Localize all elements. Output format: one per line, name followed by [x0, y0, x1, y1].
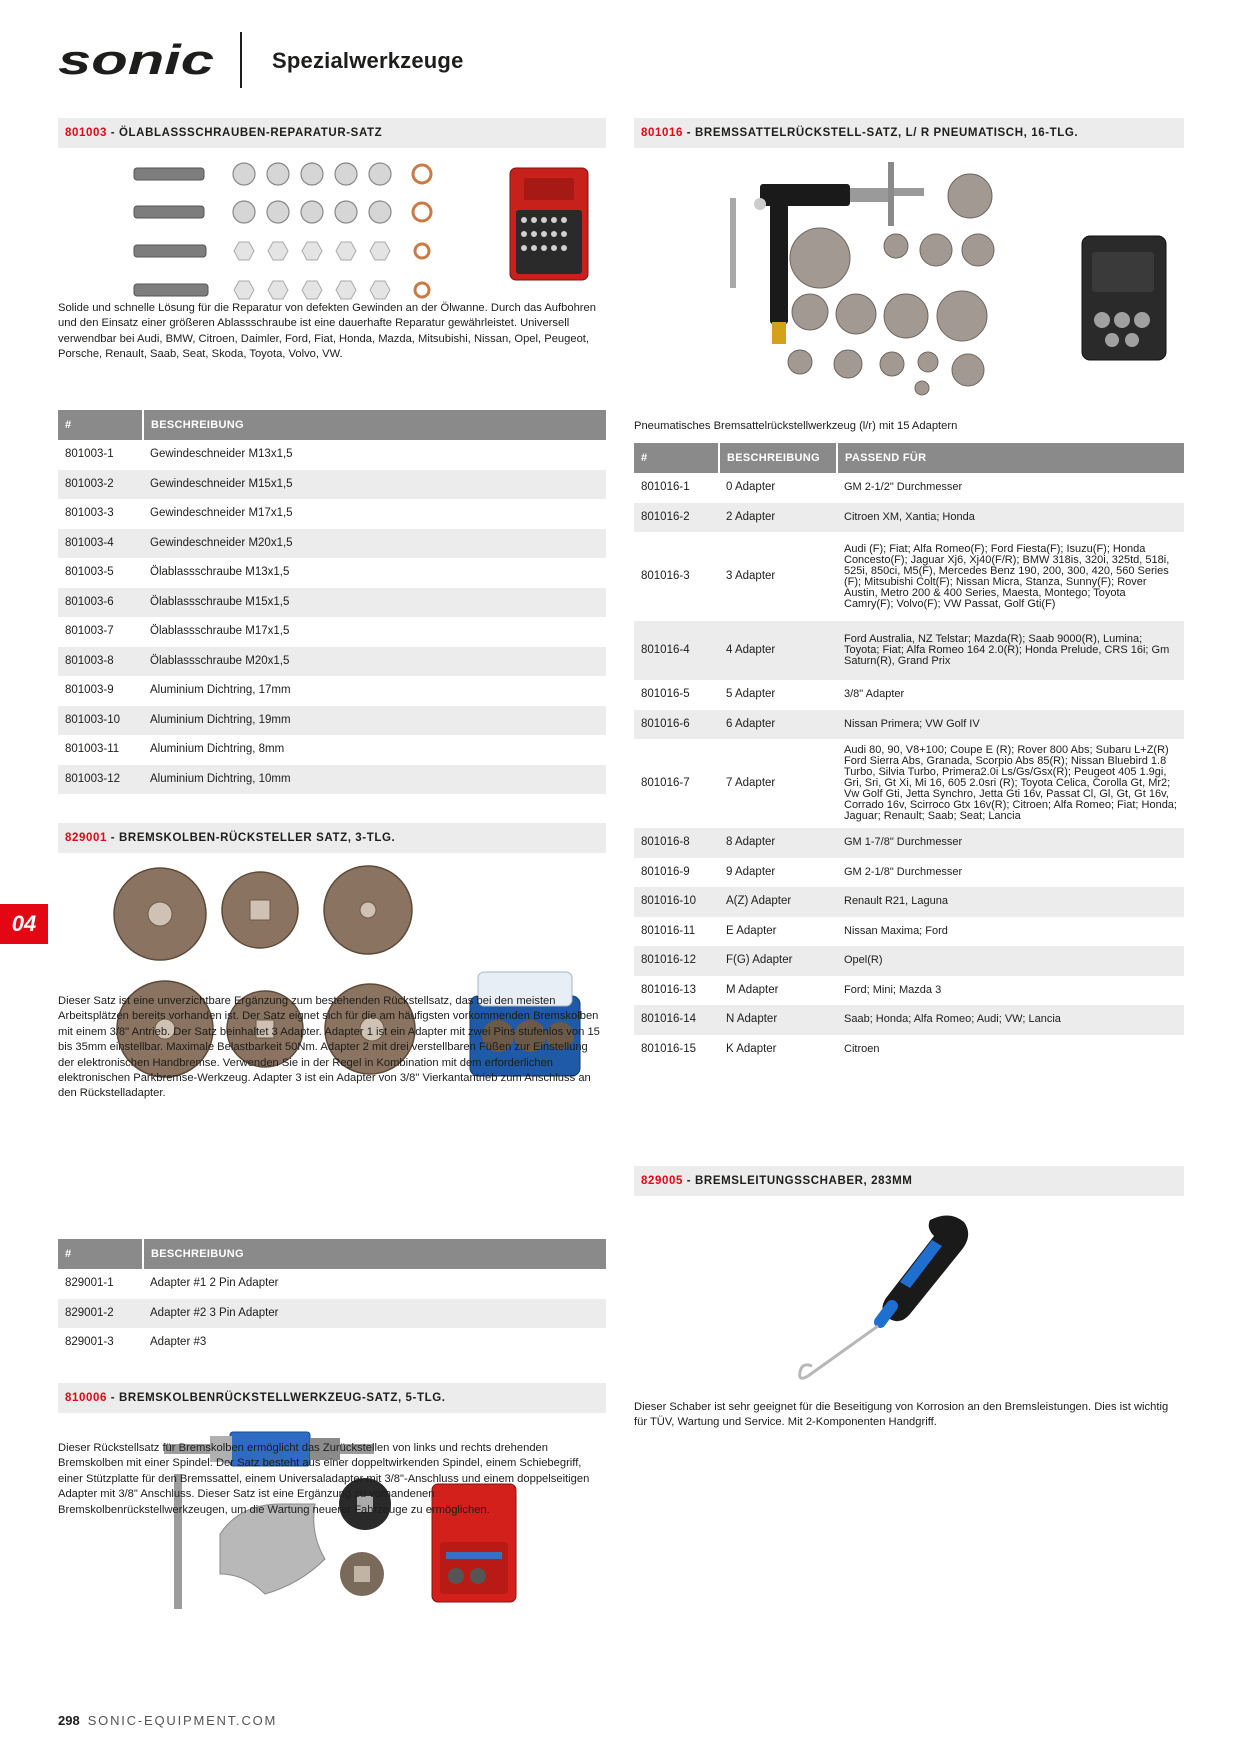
description-cell: N Adapter [719, 1005, 837, 1035]
article-number: 801016-10 [634, 887, 719, 917]
description-cell: 9 Adapter [726, 865, 776, 878]
table-row [634, 858, 1184, 888]
pneumatic-caliper-tool-illustration [700, 152, 1170, 400]
fits-cell: GM 2-1/2" Durchmesser [844, 481, 963, 494]
fits-cell: Opel(R) [837, 946, 1184, 976]
fits-cell: Audi 80, 90, V8+100; Coupe E (R); Rover 800 Abs; Subaru L+Z(R) Ford Sierra Abs, Granada, Scorpio Abs 85(R); Nissan Bluebird 1.8 Turbo, Silvia Turbo, Primera2.0i Ls/Gs/Gsx(R); Peugeot 405 1.9gi, Gri, Sri, Gt Xi, Mi 16, 605 2.0sri (R); Toyota Celica, Corolla Gt, Mr2; Vw Golf Gti, Jetta Synchro, Jetta Gti 16v, Passat Cl, Gl, Gt, Gt 16v, Corrado 16v, Scirroco Gtx 16v(R); Citroen; Alfa Romeo; Fiat; Honda; Jaguar; Renault; Saab; Seat; Lancia [844, 744, 1177, 822]
fits-cell: 3/8" Adapter [844, 688, 905, 701]
section-header-801016 [634, 118, 1184, 148]
product-code[interactable]: 829001 [65, 832, 107, 844]
article-number: 801016-9 [641, 865, 690, 878]
article-number: 801016-1 [641, 481, 690, 493]
description-cell: Aluminium Dichtring, 17mm [150, 684, 291, 696]
fits-cell: Audi (F); Fiat; Alfa Romeo(F); Ford Fiesta(F); Isuzu(F); Honda Concesto(F); Jaguar Xj6, Xj40(F/R); BMW 318is, 320i, 325td, 518i, 525i, 850ci, M5(F), Mercedes Benz 190, 200, 300, 420, 560 Series (F); Mitsubishi Colt(F); Nissan Micra, Stanza, Sunny(F); Rover Austin, Metro 200 & 400 Series, Maesta, Montego; Toyota Camry(F); Volvo(F); VW Passat, Golf Gti(F) [844, 542, 1170, 610]
fits-cell: Nissan Primera; VW Golf IV [837, 710, 1184, 740]
article-number: 801003-9 [65, 684, 114, 696]
fits-cell: GM 1-7/8" Durchmesser [837, 828, 1184, 858]
table-header-row [58, 1239, 606, 1269]
page-footer [58, 1713, 277, 1728]
fits-cell: Citroen [844, 1042, 880, 1055]
product-description-801003: Solide und schnelle Lösung für die Reparatur von defekten Gewinden an der Ölwanne. Durch das Aufbohren und den Einsatz einer größeren Ablassschraube ist eine dauerhafte Reparatur gewährleistet. Universell verwendbar bei Audi, BMW, Citroen, Daimler, Ford, Fiat, Honda, Mazda, Mitsubishi, Nissan, Opel, Peugeot, Porsche, Renault, Saab, Seat, Skoda, Toyota, Volvo, VW. [58, 302, 596, 361]
description-cell: Ölablassschraube M13x1,5 [150, 566, 290, 578]
product-title: - BREMSSATTELRÜCKSTELL-SATZ, L/ R PNEUMATISCH, 16-TLG. [682, 127, 1079, 139]
description-cell: Adapter #2 3 Pin Adapter [143, 1299, 606, 1329]
table-row [58, 1328, 606, 1358]
article-number: 801003-6 [58, 588, 143, 618]
description-cell: Gewindeschneider M20x1,5 [143, 529, 606, 559]
tap-and-plug-set-illustration [120, 158, 600, 308]
product-title: - ÖLABLASSSCHRAUBEN-REPARATUR-SATZ [106, 127, 383, 139]
description-cell: Gewindeschneider M15x1,5 [143, 470, 606, 500]
table-row [634, 739, 1184, 828]
table-row [58, 735, 606, 765]
section-header-801003 [58, 118, 606, 148]
section-header-810006 [58, 1383, 606, 1413]
spec-table-829001 [58, 1239, 606, 1358]
article-number: 829001-1 [65, 1277, 114, 1289]
table-row [634, 917, 1184, 947]
product-description-801016: Pneumatisches Bremsattelrückstellwerkzeug (l/r) mit 15 Adaptern [634, 420, 958, 432]
article-number: 801016-5 [641, 688, 690, 700]
table-row [58, 529, 606, 559]
table-header-row [58, 410, 606, 440]
product-description-829005: Dieser Schaber ist sehr geeignet für die Beseitigung von Korrosion an den Bremsleistungen. Dies ist wichtig für TÜV, Wartung und Service. Mit 2-Komponenten Handgriff. [634, 1401, 1169, 1429]
fits-cell: Renault R21, Laguna [837, 887, 1184, 917]
table-row [58, 499, 606, 529]
article-number: 829001-3 [65, 1336, 114, 1348]
description-cell: Gewindeschneider M17x1,5 [150, 507, 293, 519]
column-header: BESCHREIBUNG [719, 443, 837, 473]
column-header: BESCHREIBUNG [143, 1239, 606, 1269]
chapter-tab[interactable]: 04 [0, 904, 48, 944]
section-header-829005 [634, 1166, 1184, 1196]
table-row [634, 680, 1184, 710]
table-row [58, 765, 606, 795]
description-cell: Aluminium Dichtring, 10mm [143, 765, 606, 795]
description-cell: 2 Adapter [719, 503, 837, 533]
table-row [58, 588, 606, 618]
description-cell: Aluminium Dichtring, 8mm [150, 743, 285, 755]
article-number: 801016-3 [641, 569, 690, 582]
column-header: # [634, 443, 719, 473]
table-row [58, 647, 606, 677]
product-title: - BREMSLEITUNGSSCHABER, 283MM [682, 1175, 913, 1187]
table-row [58, 1269, 606, 1299]
article-number: 801016-7 [641, 776, 690, 789]
article-number: 801003-7 [65, 625, 114, 637]
article-number: 801003-1 [65, 448, 114, 460]
article-number: 801016-12 [634, 946, 719, 976]
product-code[interactable]: 801016 [641, 127, 683, 139]
description-cell: 7 Adapter [726, 776, 776, 789]
article-number: 801003-8 [58, 647, 143, 677]
page-number: 298 [58, 1713, 80, 1728]
column-header: # [58, 1239, 143, 1269]
product-image-801003 [120, 158, 600, 308]
description-cell: 5 Adapter [726, 688, 776, 700]
table-row [58, 558, 606, 588]
column-header: # [58, 410, 143, 440]
article-number: 801003-10 [58, 706, 143, 736]
description-cell: Ölablassschraube M15x1,5 [143, 588, 606, 618]
fits-cell: Ford; Mini; Mazda 3 [844, 983, 942, 996]
page-header [56, 28, 1186, 92]
description-cell: Adapter #1 2 Pin Adapter [150, 1277, 279, 1289]
table-row [634, 473, 1184, 503]
product-code[interactable]: 801003 [65, 127, 107, 139]
description-cell: Gewindeschneider M13x1,5 [150, 448, 293, 460]
fits-cell: Ford Australia, NZ Telstar; Mazda(R); Saab 9000(R), Lumina; Toyota; Fiat; Alfa Romeo 164 2.0(R); Honda Prelude, CRS 16i; Gm Saturn(R), Grand Prix [837, 621, 1184, 680]
svg-text:sonic: sonic [58, 40, 214, 80]
column-header: PASSEND FÜR [837, 443, 1184, 473]
product-code[interactable]: 829005 [641, 1175, 683, 1187]
fits-cell: Saab; Honda; Alfa Romeo; Audi; VW; Lancia [837, 1005, 1184, 1035]
product-description-810006: Dieser Rückstellsatz für Bremskolben ermöglicht das Zurückstellen von links und rechts drehenden Bremskolben mit einer Spindel. Der Satz besteht aus einer doppeltwirkenden Spindel, einem Schiebegriff, einer Stützplatte für den Bremssattel, einem Universaladapter mit 3/8"-Anschluss und einem doppelseitigen Adapter mit 3/8" Anschluss. Dieser Satz ist eine Ergänzung zu vorhandenen Bremskolbenrückstellwerkzeugen, um die Wartung neuerer Fahrzeuge zu ermöglichen. [58, 1442, 590, 1516]
description-cell: A(Z) Adapter [719, 887, 837, 917]
table-row [58, 617, 606, 647]
description-cell: Aluminium Dichtring, 19mm [143, 706, 606, 736]
table-row [634, 976, 1184, 1006]
article-number: 801016-4 [634, 621, 719, 680]
product-description-829001: Dieser Satz ist eine unverzichtbare Ergänzung zum bestehenden Rückstellsatz, das bei den meisten Arbeitsplätzen bereits vorhanden ist. Der Satz eignet sich für die am häufigsten vorkommenden Bremskolben mit einem 3/8" Antrieb. Der Satz beinhaltet 3 Adapter. Adapter 1 ist ein Adapter mit zwei Pins stufenlos von 15 bis 35mm einstellbar. Maximale Belastbarkeit 50Nm. Adapter 2 mit drei verstellbaren Füßen zur Einstellung der elektronischen Handbremse. Verwenden Sie in der Regel in Kombination mit dem erforderlichen elektronischen Parkbremse-Werkzeug. Adapter 3 ist ein Adapter von 3/8" Vierkantantrieb zum Anschluss an den Rückstelladapter. [58, 995, 600, 1100]
article-number: 829001-2 [58, 1299, 143, 1329]
description-cell: Ölablassschraube M17x1,5 [150, 625, 290, 637]
fits-cell: Citroen XM, Xantia; Honda [837, 503, 1184, 533]
article-number: 801003-11 [65, 743, 120, 755]
column-header: BESCHREIBUNG [143, 410, 606, 440]
table-header-row [634, 443, 1184, 473]
spec-table-801003 [58, 410, 606, 794]
table-row [634, 887, 1184, 917]
table-row [58, 440, 606, 470]
article-number: 801003-4 [58, 529, 143, 559]
description-cell: 6 Adapter [719, 710, 837, 740]
header-divider [240, 32, 242, 88]
article-number: 801016-2 [634, 503, 719, 533]
description-cell: 0 Adapter [726, 481, 776, 493]
article-number: 801016-13 [641, 983, 696, 996]
product-image-801016 [700, 152, 1170, 400]
table-row [634, 1035, 1184, 1065]
table-row [634, 503, 1184, 533]
description-cell: 8 Adapter [719, 828, 837, 858]
article-number: 801016-6 [634, 710, 719, 740]
product-code[interactable]: 810006 [65, 1392, 107, 1404]
article-number: 801003-12 [58, 765, 143, 795]
description-cell: Adapter #3 [150, 1336, 207, 1348]
table-row [634, 532, 1184, 621]
article-number: 801016-8 [634, 828, 719, 858]
article-number: 801016-11 [641, 924, 696, 937]
description-cell: M Adapter [726, 983, 779, 996]
table-row [634, 946, 1184, 976]
website-link[interactable]: SONIC-EQUIPMENT.COM [87, 1713, 278, 1728]
product-title: - BREMSKOLBENRÜCKSTELLWERKZEUG-SATZ, 5-TLG. [106, 1392, 446, 1404]
article-number: 801016-14 [634, 1005, 719, 1035]
article-number: 801003-2 [58, 470, 143, 500]
article-number: 801016-15 [641, 1042, 696, 1055]
table-row [58, 706, 606, 736]
fits-cell: GM 2-1/8" Durchmesser [844, 865, 963, 878]
product-image-829005 [760, 1206, 1060, 1386]
table-row [634, 621, 1184, 680]
description-cell: 3 Adapter [726, 569, 776, 582]
page-title: Spezialwerkzeuge [272, 48, 464, 73]
description-cell: K Adapter [726, 1042, 777, 1055]
description-cell: E Adapter [726, 924, 777, 937]
product-title: - BREMSKOLBEN-RÜCKSTELLER SATZ, 3-TLG. [106, 832, 396, 844]
sonic-logo [58, 40, 218, 80]
description-cell: F(G) Adapter [719, 946, 837, 976]
table-row [634, 710, 1184, 740]
section-header-829001 [58, 823, 606, 853]
table-row [58, 676, 606, 706]
fits-cell: Nissan Maxima; Ford [844, 924, 948, 937]
article-number: 801003-5 [65, 566, 114, 578]
table-row [634, 828, 1184, 858]
table-row [58, 1299, 606, 1329]
spec-table-801016 [634, 443, 1184, 1064]
description-cell: 4 Adapter [719, 621, 837, 680]
brake-line-scraper-illustration [760, 1206, 1060, 1386]
article-number: 801003-3 [65, 507, 114, 519]
description-cell: Ölablassschraube M20x1,5 [143, 647, 606, 677]
table-row [634, 1005, 1184, 1035]
table-row [58, 470, 606, 500]
